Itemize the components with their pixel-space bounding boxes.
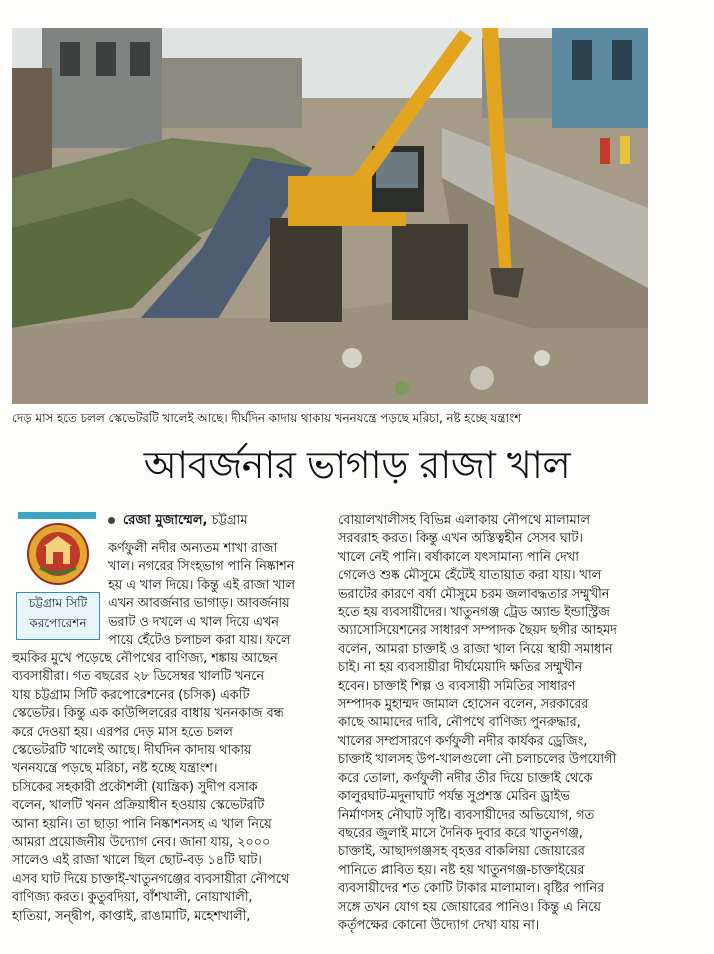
text-line: হবেন। চাক্তাই শিল্প ও ব্যবসায়ী সমিতির সাধারণ (338, 678, 576, 694)
text-line: সরবরাহ করত। কিন্তু এখন অস্তিত্বহীন সেসব ঘাট। (338, 531, 583, 547)
byline (108, 512, 248, 530)
text-line: পায়ে হেঁটেও চলাচল করা যায়। ফলে (108, 633, 291, 649)
text-line: পানিতে প্লাবিত হয়। নষ্ট হয় খাতুনগঞ্জ-চাক্তাইয়ের (338, 862, 585, 878)
logo-label-line: করপোরেশন (29, 616, 87, 630)
text-line: হুমকির মুখে পড়েছে নৌপথের বাণিজ্য, শঙ্কায় আছেন (12, 651, 278, 666)
text-line: যায় চট্টগ্রাম সিটি করপোরেশনের (চসিক) একটি (12, 687, 250, 703)
text-line: বোয়ালখালীসহ বিভিন্ন এলাকায় নৌপথে মালামাল (338, 513, 590, 528)
photo-caption: দেড় মাস হতে চলল স্কেভেটরটি খালেই আছে। দীর্ঘদিন কাদায় থাকায় খননযন্ত্রে পড়ছে মরিচা, নষ্ট হচ্ছে যন্ত্রাংশ (12, 411, 522, 425)
text-line: ভরাট ও দখলে এ খাল দিয়ে এখন (108, 614, 279, 630)
reporter-place: চট্টগ্রাম (211, 513, 248, 528)
text-line: নির্মাণসহ নৌঘাট সৃষ্টি। ব্যবসায়ীদের অভিযোগ, গত (338, 807, 595, 823)
text-line: সালেও এই রাজা খালে ছিল ছোট-বড় ১৪টি ঘাট। (12, 853, 262, 869)
text-line: অ্যাসোসিয়েশনের সাধারণ সম্পাদক ছৈয়দ ছগীর আহমদ (338, 623, 617, 639)
text-line: খালের সম্প্রসারণে কর্ণফুলী নদীর কার্যকর ড্রেজিং, (338, 733, 588, 749)
text-line: চাক্তাই খালসহ উপ-খালগুলো নৌ চলাচলের উপযোগী (338, 752, 617, 768)
text-line: এসব ঘাট দিয়ে চাক্তাই-খাতুনগঞ্জের ব্যবসায়ীরা নৌপথে (12, 871, 290, 887)
text-line: সঙ্গে তখন যোগ হয় জোয়ারের পানিও। কিন্তু এ নিয়ে (338, 899, 601, 915)
text-line: কালুরঘাট-মদুনাঘাট পর্যন্ত সুপ্রশস্ত মেরিন ড্রাইভ (338, 789, 570, 805)
text-line: হাতিয়া, সন্দ্বীপ, কাপ্তাই, রাঙামাটি, মহেশখালী, (12, 908, 251, 924)
text-line: স্কেভেটর। কিন্তু এক কাউন্সিলরের বাধায় খননকাজ বন্ধ (12, 706, 284, 722)
text-line: বছরের জুলাই মাসে দৈনিক দুবার করে খাতুনগঞ্জ, (338, 825, 583, 841)
bullet-icon (108, 517, 115, 524)
text-line: খননযন্ত্রে পড়ছে মরিচা, নষ্ট হচ্ছে যন্ত্রাংশ। (12, 761, 218, 777)
text-line: হয় এ খাল দিয়ে। কিন্তু এই রাজা খাল (108, 577, 295, 593)
text-line: গেলেও শুষ্ক মৌসুমে হেঁটেই যাতায়াত করা যায়। খাল (338, 568, 602, 584)
text-line: এখন আবর্জনার ভাগাড়। আবর্জনায় (108, 596, 290, 612)
article-column-1-bottom (12, 650, 330, 926)
text-line: আমরা প্রয়োজনীয় উদ্যোগ নেব। জানা যায়, ২০০০ (12, 835, 271, 851)
text-line: কাছে আমাদের দাবি, নৌপথে বাণিজ্য পুনরুদ্ধার, (338, 715, 581, 731)
reporter-name: রেজা মুজাম্মেল, (123, 513, 208, 528)
text-line: ব্যবসায়ীদের শত কোটি টাকার মালামাল। বৃষ্টির পানির (338, 881, 605, 897)
logo-label-line: চট্টগ্রাম সিটি (28, 596, 88, 610)
headline: আবর্জনার ভাগাড় রাজা খাল (143, 443, 571, 487)
accent-rule (18, 512, 96, 519)
text-line: আনা হয়নি। তা ছাড়া পানি নিষ্কাশনসহ এ খাল নিয়ে (12, 816, 272, 832)
text-line: চাক্তাই, আছাদগঞ্জসহ বৃহত্তর বাকলিয়া জোয়ারের (338, 844, 585, 860)
text-line: হতে হয় ব্যবসায়ীদের। খাতুনগঞ্জ ট্রেড অ্যান্ড ইন্ডাস্ট্রিজ (338, 605, 610, 621)
text-line: খাল। নগরের সিংহভাগ পানি নিষ্কাশন (108, 559, 295, 575)
logo-label (16, 592, 100, 640)
news-photo (12, 28, 648, 404)
text-line: করে দেওয়া হয়। এরপর দেড় মাস হতে চলল (12, 724, 233, 740)
text-line: চসিকের সহকারী প্রকৌশলী (যান্ত্রিক) সুদীপ বসাক (12, 779, 258, 795)
text-line: সম্পাদক মুহাম্মদ জামাল হোসেন বলেন, সরকারের (338, 697, 589, 713)
text-line: স্কেভেটরটি খালেই আছে। দীর্ঘদিন কাদায় থাকায় (12, 743, 252, 759)
text-line: ভরাটের কারণে বর্ষা মৌসুমে চরম জলাবদ্ধতার সম্মুখীন (338, 586, 610, 602)
text-line: কর্তৃপক্ষের কোনো উদ্যোগ দেখা যায় না। (338, 917, 540, 933)
text-line: কর্ণফুলী নদীর অন্যতম শাখা রাজা (108, 541, 278, 556)
text-line: করে তোলা, কর্ণফুলী নদীর তীর দিয়ে চাক্তাই থেকে (338, 770, 593, 786)
text-line: বলেন, খালটি খনন প্রক্রিয়াধীন হওয়ায় স্কেভেটরটি (12, 798, 265, 814)
text-line: বলেন, আমরা চাক্তাই ও রাজা খাল নিয়ে স্থায়ী সমাধান (338, 641, 613, 657)
text-line: ব্যবসায়ীরা। গত বছরের ২৮ ডিসেম্বর খালটি খননে (12, 669, 264, 685)
article-column-1-top (108, 540, 330, 650)
text-line: চাই। না হয় ব্যবসায়ীরা দীর্ঘমেয়াদি ক্ষতির সম্মুখীন (338, 660, 583, 676)
text-line: বাণিজ্য করত। কুতুবদিয়া, বাঁশখালী, নোয়াখালী, (12, 890, 253, 906)
excavator-canal-image (12, 28, 648, 404)
article-column-2 (338, 512, 702, 935)
text-line: খালে নেই পানি। বর্ষাকালে যৎসামান্য পানি দেখা (338, 549, 579, 565)
city-corporation-logo (26, 522, 90, 586)
